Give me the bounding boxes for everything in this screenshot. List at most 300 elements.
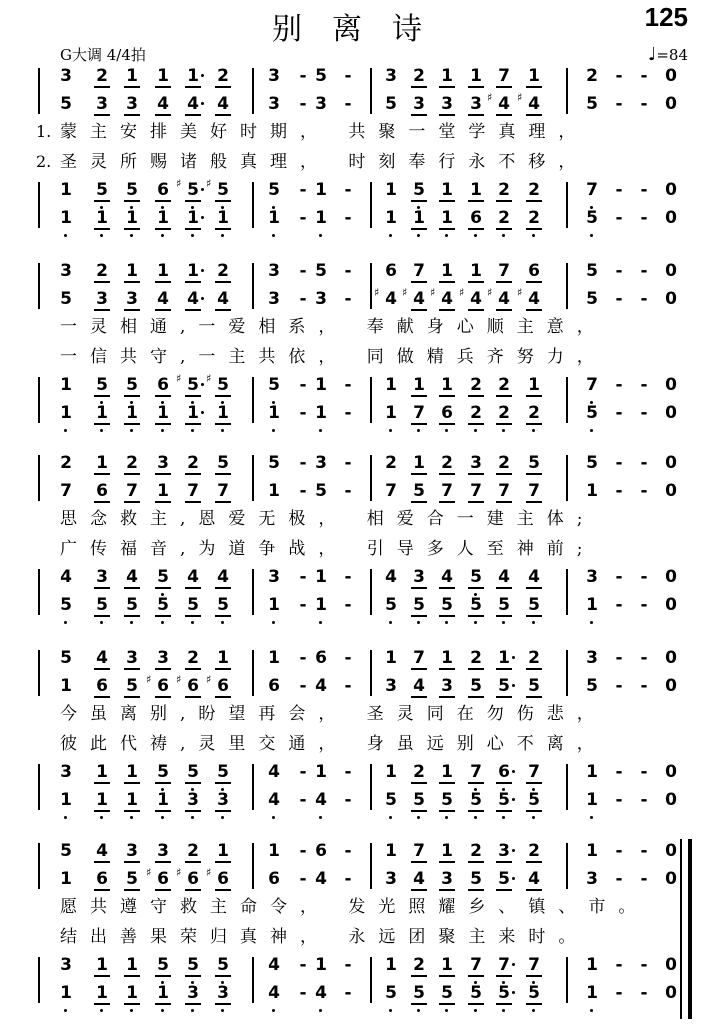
note-digit: 2 — [528, 648, 540, 668]
low-octave-dot — [100, 429, 103, 432]
low-octave-dot — [445, 621, 448, 624]
soprano-note — [92, 841, 112, 861]
barline — [252, 68, 254, 114]
note-digit: 5 — [498, 790, 510, 810]
note-digit: 3 — [586, 648, 598, 668]
note-digit: 3 — [96, 94, 108, 114]
soprano-note — [311, 841, 331, 861]
note-digit: - — [299, 595, 307, 615]
note-digit: 4 — [187, 289, 199, 309]
augmentation-dot — [201, 74, 204, 77]
tenor-note — [661, 375, 681, 395]
tenor-note — [609, 180, 629, 200]
eighth-underline — [215, 696, 231, 698]
note-digit: 4 — [157, 94, 169, 114]
note-digit: 5 — [126, 869, 138, 889]
eighth-underline — [185, 501, 201, 503]
note-digit: 4 — [268, 790, 280, 810]
note-digit: 5 — [187, 180, 199, 200]
note-digit: 4 — [528, 289, 540, 309]
eighth-underline — [526, 200, 542, 202]
note-digit: - — [615, 790, 623, 810]
eighth-underline — [439, 587, 455, 589]
eighth-underline — [526, 861, 542, 863]
eighth-underline — [411, 782, 427, 784]
soprano-note — [466, 841, 486, 861]
augmentation-dot — [512, 849, 515, 852]
barline — [38, 68, 40, 114]
eighth-underline — [94, 861, 110, 863]
note-digit: 5 — [217, 375, 229, 395]
tenor-note — [183, 762, 203, 782]
eighth-underline — [496, 200, 512, 202]
bass-note — [153, 208, 173, 228]
note-digit: 7 — [528, 481, 540, 501]
soprano-note — [494, 841, 514, 861]
note-digit: - — [640, 762, 648, 782]
low-octave-dot — [130, 429, 133, 432]
tenor-note — [92, 375, 112, 395]
low-octave-dot — [161, 429, 164, 432]
eighth-underline — [155, 668, 171, 670]
augmentation-dot — [512, 770, 515, 773]
soprano-note — [122, 261, 142, 281]
soprano-note — [661, 453, 681, 473]
eighth-underline — [439, 889, 455, 891]
soprano-note — [264, 453, 284, 473]
note-digit: 2 — [413, 66, 425, 86]
low-octave-dot — [389, 1009, 392, 1012]
note-digit: 1 — [187, 261, 199, 281]
note-digit: 4 — [96, 841, 108, 861]
note-digit: - — [344, 955, 352, 975]
bass-note — [437, 790, 457, 810]
note-digit: 7 — [528, 955, 540, 975]
bass-note — [634, 403, 654, 423]
eighth-underline — [185, 782, 201, 784]
alto-note — [582, 481, 602, 501]
barline — [252, 957, 254, 1003]
bass-note — [183, 595, 203, 615]
eighth-underline — [124, 782, 140, 784]
eighth-underline — [411, 86, 427, 88]
tenor-note — [634, 180, 654, 200]
eighth-underline — [411, 668, 427, 670]
alto-note — [466, 481, 486, 501]
eighth-underline — [124, 200, 140, 202]
note-digit: 1 — [60, 208, 72, 228]
alto-note — [311, 869, 331, 889]
low-octave-dot — [319, 1009, 322, 1012]
note-digit: 4 — [157, 289, 169, 309]
alto-note — [122, 481, 142, 501]
note-digit: 1 — [586, 790, 598, 810]
note-digit: 0 — [665, 208, 677, 228]
low-octave-dot — [445, 816, 448, 819]
tenor-note — [437, 567, 457, 587]
note-digit: 1 — [60, 180, 72, 200]
note-digit: 1 — [126, 403, 138, 423]
alto-note — [213, 481, 233, 501]
note-digit: 1 — [217, 648, 229, 668]
bass-note — [661, 208, 681, 228]
eighth-underline — [526, 889, 542, 891]
note-digit: 5 — [157, 567, 169, 587]
soprano-note — [582, 841, 602, 861]
note-digit: - — [299, 261, 307, 281]
soprano-note — [153, 841, 173, 861]
bass-note — [466, 983, 486, 1003]
note-digit: 5 — [586, 676, 598, 696]
note-digit: 6 — [385, 261, 397, 281]
note-digit: 7 — [470, 762, 482, 782]
low-octave-dot — [389, 621, 392, 624]
note-digit: - — [615, 94, 623, 114]
note-digit: 4 — [498, 94, 510, 114]
note-digit: 1 — [187, 66, 199, 86]
eighth-underline — [155, 889, 171, 891]
low-octave-dot — [130, 234, 133, 237]
bass-note — [582, 208, 602, 228]
barline — [370, 957, 372, 1003]
eighth-underline — [468, 975, 484, 977]
soprano-note — [56, 648, 76, 668]
barline — [252, 843, 254, 889]
note-digit: - — [640, 676, 648, 696]
note-digit: 5 — [60, 289, 72, 309]
low-octave-dot — [474, 429, 477, 432]
tenor-note — [381, 375, 401, 395]
soprano-note — [122, 66, 142, 86]
note-digit: 2 — [217, 66, 229, 86]
low-octave-dot — [445, 234, 448, 237]
note-digit: 5 — [217, 453, 229, 473]
eighth-underline — [468, 810, 484, 812]
bass-note — [338, 595, 358, 615]
alto-note — [153, 481, 173, 501]
bass-note — [293, 403, 313, 423]
eighth-underline — [185, 975, 201, 977]
alto-note — [56, 94, 76, 114]
sharp-icon: ♯ — [176, 866, 182, 879]
low-octave-dot — [191, 1009, 194, 1012]
tenor-note — [56, 567, 76, 587]
tenor-note — [609, 567, 629, 587]
soprano-note — [409, 66, 429, 86]
alto-note — [437, 869, 457, 889]
alto-note — [92, 289, 112, 309]
barline — [566, 182, 568, 228]
eighth-underline — [468, 423, 484, 425]
low-octave-dot — [532, 429, 535, 432]
barline — [38, 843, 40, 889]
bass-note — [183, 983, 203, 1003]
low-octave-dot — [272, 816, 275, 819]
eighth-underline — [468, 668, 484, 670]
note-digit: 1 — [385, 841, 397, 861]
tenor-note — [264, 567, 284, 587]
soprano-note — [92, 648, 112, 668]
eighth-underline — [124, 395, 140, 397]
soprano-note — [153, 453, 173, 473]
note-digit: 2 — [586, 66, 598, 86]
tenor-note — [381, 180, 401, 200]
low-octave-dot — [64, 621, 67, 624]
note-digit: 1 — [96, 208, 108, 228]
eighth-underline — [526, 975, 542, 977]
eighth-underline — [155, 1003, 171, 1005]
soprano-note — [661, 66, 681, 86]
barline — [370, 843, 372, 889]
note-digit: 3 — [498, 841, 510, 861]
note-digit: 5 — [441, 790, 453, 810]
note-digit: 2 — [528, 841, 540, 861]
note-digit: - — [640, 983, 648, 1003]
eighth-underline — [124, 810, 140, 812]
eighth-underline — [439, 861, 455, 863]
eighth-underline — [185, 889, 201, 891]
low-octave-dot — [221, 429, 224, 432]
tenor-note — [92, 762, 112, 782]
note-digit: 3 — [60, 66, 72, 86]
sharp-icon: ♯ — [374, 286, 380, 299]
bass-note — [183, 790, 203, 810]
note-digit: 3 — [157, 453, 169, 473]
bass-note — [122, 403, 142, 423]
note-digit: - — [344, 983, 352, 1003]
note-digit: 4 — [441, 567, 453, 587]
tenor-note — [466, 375, 486, 395]
barline — [566, 569, 568, 615]
soprano-note — [494, 453, 514, 473]
sharp-icon: ♯ — [487, 286, 493, 299]
note-digit: 0 — [665, 261, 677, 281]
eighth-underline — [468, 281, 484, 283]
note-digit: 5 — [268, 375, 280, 395]
note-digit: 6 — [315, 841, 327, 861]
low-octave-dot — [221, 1009, 224, 1012]
note-digit: 3 — [441, 869, 453, 889]
bass-note — [122, 790, 142, 810]
lyric-line: 一信共守,一主共依， 同做精兵齐努力， — [60, 347, 607, 367]
note-digit: 1 — [96, 955, 108, 975]
low-octave-dot — [161, 816, 164, 819]
note-digit: 6 — [217, 869, 229, 889]
note-digit: 5 — [315, 261, 327, 281]
bass-note — [264, 208, 284, 228]
note-digit: 3 — [187, 983, 199, 1003]
bass-note — [213, 790, 233, 810]
note-digit: 0 — [665, 289, 677, 309]
low-octave-dot — [130, 621, 133, 624]
eighth-underline — [496, 810, 512, 812]
low-octave-dot — [532, 816, 535, 819]
note-digit: 1 — [268, 481, 280, 501]
eighth-underline — [185, 86, 201, 88]
eighth-underline — [496, 114, 512, 116]
eighth-underline — [526, 615, 542, 617]
alto-note — [609, 94, 629, 114]
bass-note — [409, 208, 429, 228]
eighth-underline — [155, 86, 171, 88]
low-octave-dot — [532, 1009, 535, 1012]
low-octave-dot — [502, 1009, 505, 1012]
note-digit: 0 — [665, 841, 677, 861]
note-digit: 1 — [157, 790, 169, 810]
note-digit: 1 — [528, 66, 540, 86]
note-digit: 6 — [187, 869, 199, 889]
note-digit: 1 — [315, 595, 327, 615]
note-digit: 1 — [60, 869, 72, 889]
alto-note — [92, 94, 112, 114]
lyric-line: 思念救主,恩爱无极， 相爱合一建主体; — [60, 509, 596, 529]
alto-note — [466, 869, 486, 889]
note-digit: - — [615, 481, 623, 501]
soprano-note — [494, 66, 514, 86]
eighth-underline — [439, 200, 455, 202]
soprano-note — [494, 261, 514, 281]
tenor-note — [466, 955, 486, 975]
eighth-underline — [124, 86, 140, 88]
alto-note — [122, 676, 142, 696]
alto-note — [494, 676, 514, 696]
eighth-underline — [124, 975, 140, 977]
tenor-note — [609, 375, 629, 395]
note-digit: 1 — [157, 983, 169, 1003]
note-digit: 1 — [385, 762, 397, 782]
soprano-note — [524, 841, 544, 861]
soprano-note — [609, 841, 629, 861]
note-digit: 5 — [385, 595, 397, 615]
soprano-note — [409, 648, 429, 668]
note-digit: 5 — [187, 762, 199, 782]
note-digit: - — [299, 790, 307, 810]
tenor-note — [311, 567, 331, 587]
tenor-note — [338, 567, 358, 587]
alto-note — [56, 481, 76, 501]
note-digit: 1 — [96, 762, 108, 782]
tempo-value: =84 — [656, 46, 688, 64]
tenor-note — [634, 375, 654, 395]
tenor-note — [311, 762, 331, 782]
alto-note — [311, 481, 331, 501]
alto-note — [582, 869, 602, 889]
tenor-note — [524, 567, 544, 587]
note-digit: 0 — [665, 869, 677, 889]
tenor-note — [494, 180, 514, 200]
bass-note — [56, 595, 76, 615]
eighth-underline — [496, 1003, 512, 1005]
note-digit: 5 — [498, 869, 510, 889]
bass-note — [494, 208, 514, 228]
quarter-note-icon: ♩ — [647, 44, 657, 65]
note-digit: 5 — [385, 983, 397, 1003]
note-digit: 3 — [126, 648, 138, 668]
soprano-note — [293, 453, 313, 473]
alto-note — [153, 289, 173, 309]
bass-note — [92, 595, 112, 615]
eighth-underline — [94, 1003, 110, 1005]
soprano-note — [609, 453, 629, 473]
note-digit: 5 — [470, 595, 482, 615]
bass-note — [609, 983, 629, 1003]
bass-note — [582, 403, 602, 423]
eighth-underline — [526, 1003, 542, 1005]
note-digit: 5 — [187, 955, 199, 975]
barline — [38, 957, 40, 1003]
tenor-note — [409, 762, 429, 782]
note-digit: 1 — [586, 762, 598, 782]
low-octave-dot — [130, 816, 133, 819]
verse-number: 2. — [36, 152, 52, 171]
note-digit: - — [299, 841, 307, 861]
note-digit: 4 — [268, 955, 280, 975]
barline — [370, 569, 372, 615]
note-digit: - — [615, 595, 623, 615]
note-digit: 1 — [96, 453, 108, 473]
note-digit: - — [299, 481, 307, 501]
note-digit: 5 — [385, 790, 397, 810]
alto-note — [437, 94, 457, 114]
soprano-note — [213, 453, 233, 473]
soprano-note — [183, 66, 203, 86]
tenor-note — [524, 375, 544, 395]
note-digit: 5 — [441, 983, 453, 1003]
note-digit: 1 — [413, 375, 425, 395]
tenor-note — [494, 955, 514, 975]
soprano-note — [183, 648, 203, 668]
note-digit: 3 — [315, 453, 327, 473]
eighth-underline — [94, 587, 110, 589]
note-digit: 5 — [385, 94, 397, 114]
low-octave-dot — [474, 621, 477, 624]
eighth-underline — [526, 668, 542, 670]
note-digit: 2 — [385, 453, 397, 473]
alto-note — [661, 676, 681, 696]
alto-note — [409, 869, 429, 889]
note-digit: - — [640, 567, 648, 587]
barline — [370, 455, 372, 501]
low-octave-dot — [319, 816, 322, 819]
note-digit: 1 — [315, 567, 327, 587]
note-digit: 4 — [528, 869, 540, 889]
tenor-note — [338, 375, 358, 395]
note-digit: 1 — [60, 790, 72, 810]
soprano-note — [338, 841, 358, 861]
soprano-note — [582, 453, 602, 473]
note-digit: - — [344, 261, 352, 281]
soprano-note — [494, 648, 514, 668]
bass-note — [92, 208, 112, 228]
soprano-note — [582, 648, 602, 668]
note-digit: - — [344, 403, 352, 423]
note-digit: - — [299, 453, 307, 473]
note-digit: 7 — [217, 481, 229, 501]
eighth-underline — [215, 810, 231, 812]
eighth-underline — [155, 501, 171, 503]
note-digit: 5 — [157, 955, 169, 975]
note-digit: - — [344, 289, 352, 309]
note-digit: 1 — [385, 180, 397, 200]
soprano-note — [634, 453, 654, 473]
note-digit: 1 — [441, 762, 453, 782]
note-digit: - — [344, 676, 352, 696]
tenor-note — [122, 762, 142, 782]
augmentation-dot — [512, 877, 515, 880]
tenor-note — [437, 762, 457, 782]
alto-note — [293, 676, 313, 696]
note-digit: 0 — [665, 595, 677, 615]
